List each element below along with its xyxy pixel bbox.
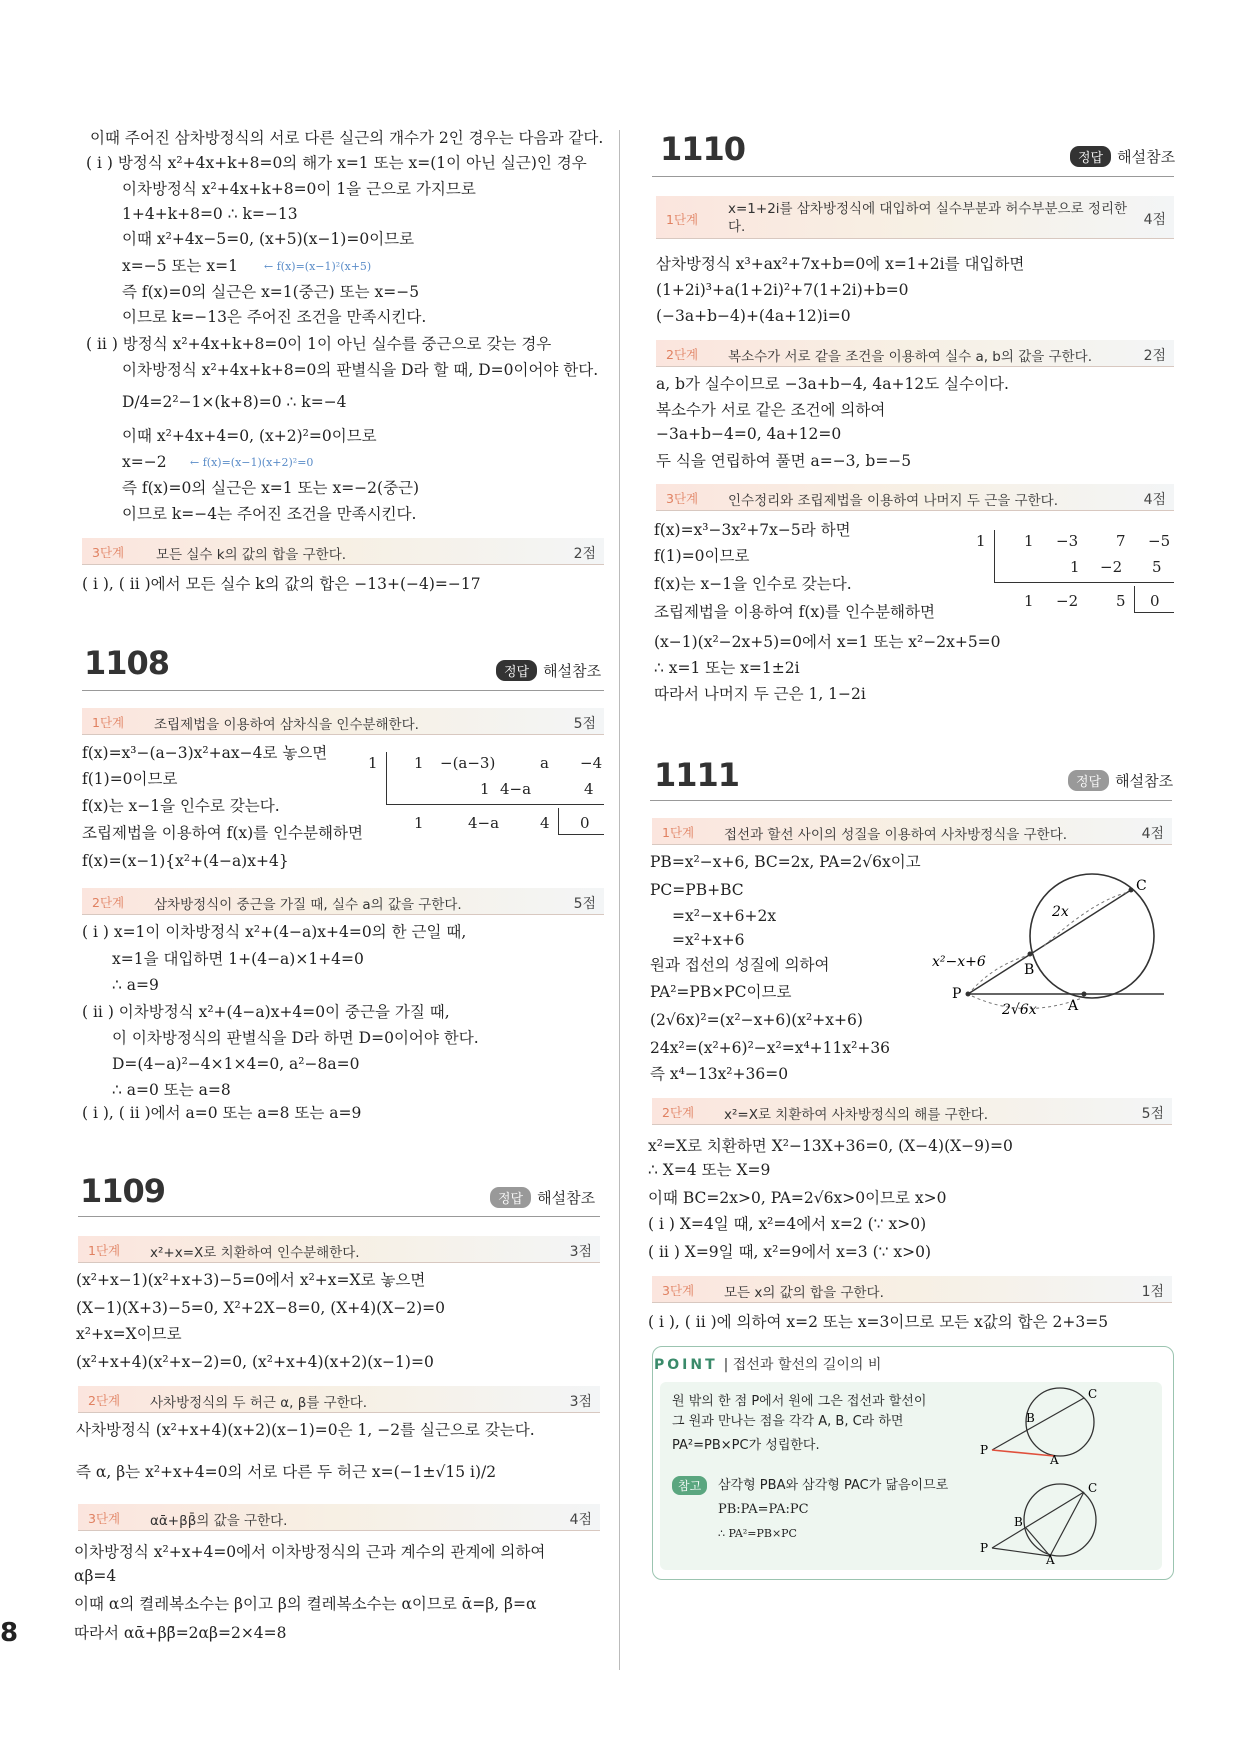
answer-text: 해설참조 — [1117, 148, 1176, 166]
step-text: x²=X로 치환하여 사차방정식의 해를 구한다. — [724, 1107, 989, 1123]
intro-line: 이때 x²+4x−5=0, (x+5)(x−1)=0이므로 — [122, 230, 415, 248]
intro-line: 즉 f(x)=0의 실근은 x=1(중근) 또는 x=−5 — [122, 283, 420, 301]
solution-line: 두 식을 연립하여 풀면 a=−3, b=−5 — [656, 452, 912, 470]
intro-line: 이때 주어진 삼차방정식의 서로 다른 실근의 개수가 2인 경우는 다음과 같다. — [90, 129, 604, 147]
step-text: 인수정리와 조립제법을 이용하여 나머지 두 근을 구한다. — [728, 493, 1058, 509]
title-rule — [78, 1216, 600, 1217]
step-points: 2점 — [1143, 348, 1166, 364]
synth-cell: 4 — [540, 814, 550, 832]
step-label: 1단계 — [92, 715, 125, 730]
synth-root: 1 — [976, 532, 986, 550]
synth-cell: −5 — [1148, 532, 1171, 550]
point-line: 그 원과 만나는 점을 각각 A, B, C라 하면 — [672, 1414, 904, 1429]
step-banner — [78, 1504, 600, 1531]
step-banner — [656, 484, 1174, 511]
synth-cell: 5 — [1116, 592, 1126, 610]
synth-cell: 1 — [1024, 532, 1034, 550]
synthetic-division-table — [368, 752, 604, 836]
solution-line: ( i ), ( ii )에 의하여 x=2 또는 x=3이므로 모든 x값의 합은 2+3=5 — [648, 1313, 1109, 1331]
chord-ca — [1050, 1492, 1084, 1556]
reference-tag: 참고 — [672, 1476, 707, 1495]
step-points: 4점 — [1143, 212, 1166, 228]
synth-cell: a — [540, 754, 549, 772]
step-banner — [78, 1236, 600, 1263]
solution-line: 따라서 αᾱ+ββ̄=2αβ=2×4=8 — [74, 1624, 287, 1642]
column-divider — [619, 130, 620, 1670]
point-c — [1129, 888, 1134, 893]
step-banner — [652, 818, 1172, 845]
label-c: C — [1088, 1387, 1098, 1401]
label-pb: x²−x+6 — [932, 954, 986, 970]
margin-note: ← f(x)=(x−1)²(x+5) — [264, 260, 372, 273]
answer-tag: 정답 — [496, 660, 537, 681]
secant-line — [992, 1492, 1084, 1548]
point-b — [1028, 952, 1033, 957]
step-label: 3단계 — [662, 1283, 695, 1298]
solution-line: 사차방정식 (x²+x+4)(x+2)(x−1)=0은 1, −2를 실근으로 갖는다. — [76, 1421, 535, 1439]
intro-line: 1+4+k+8=0 ∴ k=−13 — [122, 205, 298, 223]
label-b: B — [1024, 962, 1035, 978]
solution-line: ∴ a=9 — [112, 976, 159, 994]
solution-line: ( i ) x=1이 이차방정식 x²+(4−a)x+4=0의 한 근일 때, — [82, 923, 467, 941]
step-points: 3점 — [569, 1244, 592, 1260]
solution-line: ( i ) X=4일 때, x²=4에서 x=2 (∵ x>0) — [648, 1215, 927, 1233]
margin-note: ← f(x)=(x−1)(x+2)²=0 — [190, 456, 314, 469]
final-line: ( i ), ( ii )에서 모든 실수 k의 값의 합은 −13+(−4)=−17 — [82, 575, 481, 593]
solution-line: αβ=4 — [74, 1567, 117, 1585]
solution-line: ∴ a=0 또는 a=8 — [112, 1081, 231, 1099]
synth-cell: 4−a — [468, 814, 500, 832]
synth-cell: −2 — [1100, 558, 1123, 576]
answer-badge — [490, 1187, 595, 1208]
step-points: 4점 — [1143, 492, 1166, 508]
solution-line: f(x)는 x−1을 인수로 갖는다. — [82, 797, 280, 815]
intro-line: 이때 x²+4x+4=0, (x+2)²=0이므로 — [122, 427, 377, 445]
solution-line: 원과 접선의 성질에 의하여 — [650, 956, 830, 974]
step-banner — [656, 340, 1174, 367]
step-label: 2단계 — [666, 347, 699, 362]
step-label: 1단계 — [662, 825, 695, 840]
answer-badge — [1070, 146, 1175, 167]
solution-line: 이때 α의 켤레복소수는 β이고 β의 켤레복소수는 α이므로 ᾱ=β, β̄=α — [74, 1595, 537, 1613]
step-points: 3점 — [569, 1394, 592, 1410]
solution-line: 이 이차방정식의 판별식을 D라 하면 D=0이어야 한다. — [112, 1029, 479, 1047]
step-points: 4점 — [1141, 826, 1164, 842]
intro-line: 이므로 k=−13은 주어진 조건을 만족시킨다. — [122, 308, 427, 326]
point-figure-1 — [980, 1384, 1110, 1464]
step-label: 2단계 — [88, 1393, 121, 1408]
synth-cell: 1 — [480, 780, 490, 798]
solution-line: 이때 BC=2x>0, PA=2√6x>0이므로 x>0 — [648, 1189, 947, 1207]
chord-ba — [1026, 1528, 1050, 1556]
solution-line: −3a+b−4=0, 4a+12=0 — [656, 425, 842, 443]
synth-cell: 0 — [580, 814, 590, 832]
step-banner — [82, 538, 604, 565]
solution-line: (x²+x−1)(x²+x+3)−5=0에서 x²+x=X로 놓으면 — [76, 1271, 426, 1289]
solution-line: x=1을 대입하면 1+(4−a)×1+4=0 — [112, 950, 364, 968]
synth-cell: −2 — [1056, 592, 1079, 610]
intro-line: 이므로 k=−4는 주어진 조건을 만족시킨다. — [122, 505, 417, 523]
solution-line: 즉 α, β는 x²+x+4=0의 서로 다른 두 허근 x=(−1±√15 i)/2 — [76, 1463, 497, 1481]
step-text: 사차방정식의 두 허근 α, β를 구한다. — [150, 1395, 368, 1411]
point-title: | 접선과 할선의 길이의 비 — [723, 1357, 882, 1373]
synth-cell: −(a−3) — [440, 754, 496, 772]
solution-line: 24x²=(x²+6)²−x²=x⁴+11x²+36 — [650, 1039, 891, 1057]
answer-text: 해설참조 — [1115, 772, 1174, 790]
answer-badge — [1068, 770, 1173, 791]
label-p: P — [952, 986, 962, 1002]
synth-cell: 4 — [584, 780, 594, 798]
solution-line: ( ii ) X=9일 때, x²=9에서 x=3 (∵ x>0) — [648, 1243, 932, 1261]
step-label: 3단계 — [88, 1511, 121, 1526]
solution-line: f(1)=0이므로 — [82, 770, 178, 788]
step-points: 5점 — [1141, 1106, 1164, 1122]
solution-line: PA²=PB×PC이므로 — [650, 983, 792, 1001]
synth-cell: 7 — [1116, 532, 1126, 550]
step-banner — [656, 196, 1174, 239]
intro-line: x=−5 또는 x=1 — [122, 257, 238, 275]
answer-tag: 정답 — [490, 1187, 531, 1208]
synth-cell: −3 — [1056, 532, 1079, 550]
solution-line: f(1)=0이므로 — [654, 547, 750, 565]
solution-line: (x−1)(x²−2x+5)=0에서 x=1 또는 x²−2x+5=0 — [654, 633, 1001, 651]
step-points: 5점 — [573, 716, 596, 732]
title-rule — [652, 176, 1174, 177]
step-points: 2점 — [573, 546, 596, 562]
title-rule — [82, 690, 604, 691]
page-number: 8 — [0, 1618, 19, 1648]
answer-text: 해설참조 — [543, 662, 602, 680]
synth-root: 1 — [368, 754, 378, 772]
solution-line: D=(4−a)²−4×1×4=0, a²−8a=0 — [112, 1055, 360, 1073]
step-banner — [652, 1276, 1172, 1303]
step-points: 1점 — [1141, 1284, 1164, 1300]
synthetic-division-table — [976, 530, 1176, 614]
step-banner — [652, 1098, 1172, 1125]
intro-line: 즉 f(x)=0의 실근은 x=1 또는 x=−2(중근) — [122, 479, 420, 497]
step-label: 3단계 — [666, 491, 699, 506]
synth-cell: 1 — [1070, 558, 1080, 576]
solution-line: (X−1)(X+3)−5=0, X²+2X−8=0, (X+4)(X−2)=0 — [76, 1299, 445, 1317]
step-label: 1단계 — [666, 212, 699, 227]
reference-line: 삼각형 PBA와 삼각형 PAC가 닮음이므로 — [718, 1478, 949, 1493]
step-text: x²+x=X로 치환하여 인수분해한다. — [150, 1245, 360, 1261]
label-p: P — [980, 1541, 989, 1555]
label-p: P — [980, 1443, 989, 1457]
step-text: 모든 실수 k의 값의 합을 구한다. — [156, 547, 347, 563]
tangent-secant-figure — [924, 870, 1174, 1030]
solution-line: 따라서 나머지 두 근은 1, 1−2i — [654, 685, 866, 703]
secant-line — [992, 1398, 1084, 1450]
intro-line: 이차방정식 x²+4x+k+8=0이 1을 근으로 가지므로 — [122, 180, 476, 198]
solution-line: PB=x²−x+6, BC=2x, PA=2√6x이고 — [650, 853, 921, 871]
step-text: 접선과 할선 사이의 성질을 이용하여 사차방정식을 구한다. — [724, 827, 1068, 843]
step-label: 3단계 — [92, 545, 125, 560]
solution-line: 삼차방정식 x³+ax²+7x+b=0에 x=1+2i를 대입하면 — [656, 255, 1025, 273]
point-line: 원 밖의 한 점 P에서 원에 그은 접선과 할선이 — [672, 1394, 927, 1409]
label-c: C — [1088, 1481, 1098, 1495]
answer-tag: 정답 — [1068, 770, 1109, 791]
solution-line: a, b가 실수이므로 −3a+b−4, 4a+12도 실수이다. — [656, 375, 1009, 393]
solution-line: =x²+x+6 — [672, 931, 745, 949]
synth-cell: 5 — [1152, 558, 1162, 576]
synth-cell: −4 — [580, 754, 603, 772]
step-label: 2단계 — [92, 895, 125, 910]
label-bc: 2x — [1052, 904, 1069, 920]
step-points: 4점 — [569, 1512, 592, 1528]
label-b: B — [1014, 1515, 1023, 1529]
tangent-line — [992, 1548, 1050, 1556]
point-label: POINT — [654, 1357, 718, 1373]
solution-line: f(x)=x³−(a−3)x²+ax−4로 놓으면 — [82, 744, 328, 762]
problem-number: 1111 — [654, 756, 740, 794]
point-p — [966, 992, 971, 997]
synth-cell: 1 — [414, 754, 424, 772]
solution-line: f(x)=(x−1){x²+(4−a)x+4} — [82, 852, 289, 870]
step-text: 복소수가 서로 같을 조건을 이용하여 실수 a, b의 값을 구한다. — [728, 349, 1092, 365]
label-b: B — [1026, 1411, 1035, 1425]
reference-line: ∴ PA²=PB×PC — [718, 1527, 797, 1540]
synth-cell: 1 — [1024, 592, 1034, 610]
step-text: x=1+2i를 삼차방정식에 대입하여 실수부분과 허수부분으로 정리한다. — [728, 201, 1128, 235]
label-a: A — [1050, 1453, 1059, 1464]
solution-line: ∴ x=1 또는 x=1±2i — [654, 659, 800, 677]
answer-text: 해설참조 — [537, 1189, 596, 1207]
solution-line: 이차방정식 x²+x+4=0에서 이차방정식의 근과 계수의 관계에 의하여 — [74, 1543, 546, 1561]
label-a: A — [1068, 998, 1079, 1014]
intro-line: x=−2 — [122, 453, 167, 471]
intro-line: ( i ) 방정식 x²+4x+k+8=0의 해가 x=1 또는 x=(1이 아닌 실근)인 경우 — [86, 154, 587, 172]
solution-line: ( ii ) 이차방정식 x²+(4−a)x+4=0이 중근을 가질 때, — [82, 1003, 450, 1021]
solution-line: ∴ X=4 또는 X=9 — [648, 1161, 771, 1179]
intro-line: D/4=2²−1×(k+8)=0 ∴ k=−4 — [122, 393, 347, 411]
solution-line: x²+x=X이므로 — [76, 1325, 182, 1343]
problem-number: 1108 — [84, 644, 170, 682]
solution-line: ( i ), ( ii )에서 a=0 또는 a=8 또는 a=9 — [82, 1104, 362, 1122]
circle-shape — [1024, 1484, 1096, 1556]
problem-number: 1109 — [80, 1172, 166, 1210]
solution-line: 즉 x⁴−13x²+36=0 — [650, 1065, 789, 1083]
problem-number: 1110 — [660, 130, 746, 168]
solution-line: f(x)는 x−1을 인수로 갖는다. — [654, 575, 852, 593]
answer-tag: 정답 — [1070, 146, 1111, 167]
step-text: 모든 x의 값의 합을 구한다. — [724, 1285, 884, 1301]
step-label: 2단계 — [662, 1105, 695, 1120]
solution-line: =x²−x+6+2x — [672, 907, 777, 925]
step-points: 5점 — [573, 896, 596, 912]
solution-line: (−3a+b−4)+(4a+12)i=0 — [656, 307, 851, 325]
point-line: PA²=PB×PC가 성립한다. — [672, 1438, 820, 1453]
step-text: 조립제법을 이용하여 삼차식을 인수분해한다. — [154, 717, 419, 733]
solution-line: x²=X로 치환하면 X²−13X+36=0, (X−4)(X−9)=0 — [648, 1137, 1013, 1155]
point-figure-2 — [980, 1478, 1110, 1564]
solution-line: f(x)=x³−3x²+7x−5라 하면 — [654, 521, 851, 539]
reference-line: PB:PA=PA:PC — [718, 1502, 809, 1517]
label-c: C — [1136, 878, 1147, 894]
intro-line: ( ii ) 방정식 x²+4x+k+8=0이 1이 아닌 실수를 중근으로 갖는 경우 — [86, 335, 552, 353]
step-text: 삼차방정식이 중근을 가질 때, 실수 a의 값을 구한다. — [154, 897, 462, 913]
solution-line: 복소수가 서로 같은 조건에 의하여 — [656, 401, 886, 419]
synth-cell: 4−a — [500, 780, 532, 798]
step-label: 1단계 — [88, 1243, 121, 1258]
step-banner — [78, 1386, 600, 1413]
title-rule — [650, 800, 1172, 801]
step-text: αᾱ+ββ̄의 값을 구한다. — [150, 1513, 288, 1529]
label-pa: 2√6x — [1002, 1002, 1037, 1018]
step-banner — [82, 708, 604, 735]
solution-line: 조립제법을 이용하여 f(x)를 인수분해하면 — [82, 824, 363, 842]
solution-line: (1+2i)³+a(1+2i)²+7(1+2i)+b=0 — [656, 281, 909, 299]
point-a — [1082, 992, 1087, 997]
label-a: A — [1046, 1553, 1055, 1564]
secant-line — [968, 890, 1131, 994]
solution-line: 조립제법을 이용하여 f(x)를 인수분해하면 — [654, 603, 935, 621]
solution-line: (2√6x)²=(x²−x+6)(x²+x+6) — [650, 1011, 863, 1029]
point-header — [654, 1354, 881, 1374]
answer-badge — [496, 660, 601, 681]
intro-line: 이차방정식 x²+4x+k+8=0의 판별식을 D라 할 때, D=0이어야 한다. — [122, 361, 599, 379]
step-banner — [82, 888, 604, 915]
solution-line: PC=PB+BC — [650, 881, 744, 899]
synth-cell: 1 — [414, 814, 424, 832]
solution-line: (x²+x+4)(x²+x−2)=0, (x²+x+4)(x+2)(x−1)=0 — [76, 1353, 434, 1371]
synth-cell: 0 — [1150, 592, 1160, 610]
